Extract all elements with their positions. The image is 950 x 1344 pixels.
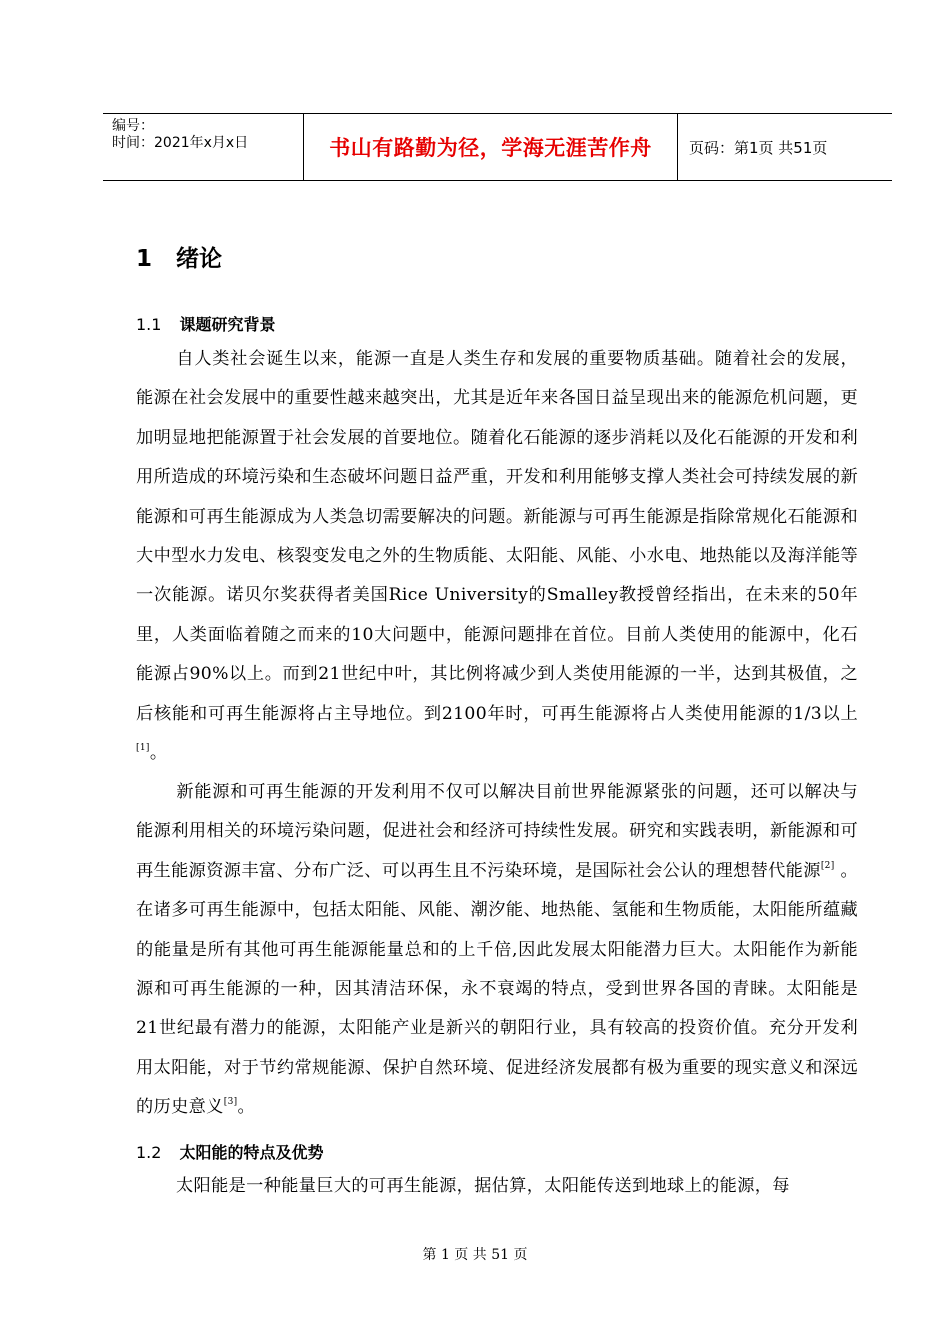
- citation-ref: [3]: [223, 1097, 238, 1108]
- section-number: 1.2: [136, 1143, 162, 1162]
- section-number: 1.1: [136, 315, 162, 334]
- section-title: 课题研究背景: [179, 315, 276, 334]
- chapter-number: 1: [136, 246, 153, 272]
- paragraph-text: 自人类社会诞生以来，能源一直是人类生存和发展的重要物质基础。随着社会的发展，能源在社会发展中的重要性越来越突出，尤其是近年来各国日益呈现出来的能源危机问题，更加明显地把能源置于社会发展的首要地位。随着化石能源的逐步消耗以及化石能源的开发和利用所造成的环境污染和生态破坏问题日益严重，开发和利用能够支撑人类社会可持续发展的新能源和可再生能源成为人类急切需要解决的问题。新能源与可再生能源是指除常规化石能源和大中型水力发电、核裂变发电之外的生物质能、太阳能、风能、小水电、地热能以及海洋能等一次能源。诺贝尔奖获得者美国Rice University的Smalley教授曾经指出，在未来的50年里，人类面临着随之而来的10大问题中，能源问题排在首位。目前人类使用的能源中，化石能源占90%以上。而到21世纪中叶，其比例将减少到人类使用能源的一半，达到其极值，之后核能和可再生能源将占主导地位。到2100年时，可再生能源将占人类使用能源的1/3以上: [136, 349, 858, 724]
- paragraph-end: 。: [149, 743, 168, 764]
- paragraph-text: 新能源和可再生能源的开发利用不仅可以解决目前世界能源紧张的问题，还可以解决与能源利用相关的环境污染问题，促进社会和经济可持续性发展。研究和实践表明，新能源和可再生能源资源丰富、分布广泛、可以再生且不污染环境，是国际社会公认的理想替代能源: [136, 782, 858, 881]
- section-heading-1-1: [136, 312, 275, 335]
- paragraph-2: [136, 773, 858, 1128]
- page-info: 页码：第1页 共51页: [689, 138, 828, 157]
- header-meta-cell: [103, 114, 304, 180]
- paragraph-text: 太阳能是一种能量巨大的可再生能源，据估算，太阳能传送到地球上的能源，每: [176, 1176, 790, 1196]
- citation-ref: [1]: [136, 743, 150, 754]
- document-header: [103, 113, 892, 181]
- header-motto-cell: [304, 114, 678, 180]
- page-footer: 第 1 页 共 51 页: [422, 1247, 528, 1263]
- paragraph-1: [136, 340, 858, 773]
- serial-label: 编号：: [112, 118, 154, 134]
- header-page-cell: [678, 114, 892, 180]
- citation-ref: [2]: [820, 860, 835, 871]
- motto-text: 书山有路勤为径，学海无涯苦作舟: [329, 136, 652, 160]
- paragraph-end: 。: [237, 1097, 256, 1118]
- chapter-title: 绪论: [176, 246, 223, 272]
- paragraph-3: [136, 1167, 858, 1206]
- chapter-heading: [136, 240, 222, 273]
- section-heading-1-2: [136, 1140, 323, 1163]
- section-title: 太阳能的特点及优势: [179, 1143, 324, 1162]
- paragraph-text: 。在诸多可再生能源中，包括太阳能、风能、潮汐能、地热能、氢能和生物质能，太阳能所蕴藏的能量是所有其他可再生能源能量总和的上千倍,因此发展太阳能潜力巨大。太阳能作为新能源和可再生能源的一种，因其清洁环保，永不衰竭的特点，受到世界各国的青睐。太阳能是21世纪最有潜力的能源，太阳能产业是新兴的朝阳行业，具有较高的投资价值。充分开发利用太阳能，对于节约常规能源、保护自然环境、促进经济发展都有极为重要的现实意义和深远的历史意义: [136, 860, 858, 1118]
- time-label: 时间：2021年x月x日: [112, 135, 249, 151]
